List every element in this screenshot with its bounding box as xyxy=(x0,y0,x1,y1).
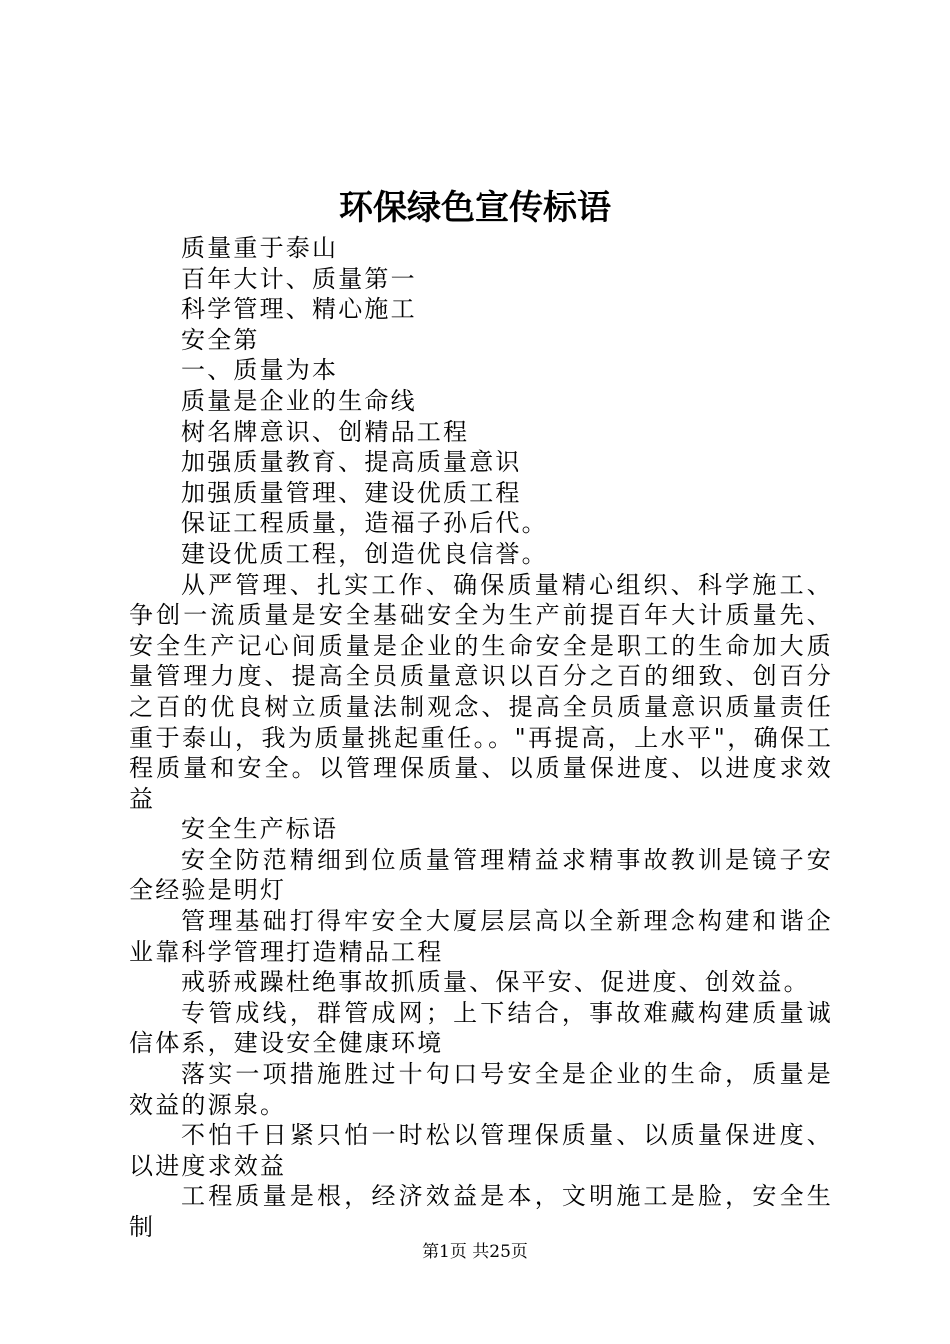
paragraph: 建设优质工程，创造优良信誉。 xyxy=(181,539,548,568)
paragraph: 安全生产标语 xyxy=(181,815,339,844)
paragraph: 安全第 xyxy=(181,325,260,354)
paragraph: 管理基础打得牢安全大厦层层高以全新理念构建和谐企业靠科学管理打造精品工程 xyxy=(129,907,833,966)
paragraph: 工程质量是根，经济效益是本，文明施工是脸，安全生制 xyxy=(129,1182,833,1241)
paragraph: 一、质量为本 xyxy=(181,356,339,385)
paragraph: 加强质量管理、建设优质工程 xyxy=(181,478,522,507)
paragraph: 保证工程质量，造福子孙后代。 xyxy=(181,509,548,538)
paragraph: 树名牌意识、创精品工程 xyxy=(181,417,470,446)
paragraph: 不怕千日紧只怕一时松以管理保质量、以质量保进度、以进度求效益 xyxy=(129,1121,833,1180)
paragraph: 落实一项措施胜过十句口号安全是企业的生命，质量是效益的源泉。 xyxy=(129,1060,833,1119)
document-title: 环保绿色宣传标语 xyxy=(339,188,611,228)
page-number-footer: 第1页 共25页 xyxy=(422,1242,528,1262)
paragraph: 安全防范精细到位质量管理精益求精事故教训是镜子安全经验是明灯 xyxy=(129,845,833,905)
paragraph: 质量是企业的生命线 xyxy=(181,386,417,415)
paragraph: 科学管理、精心施工 xyxy=(181,295,417,324)
paragraph: 百年大计、质量第一 xyxy=(181,264,417,293)
paragraph: 质量重于泰山 xyxy=(181,234,339,262)
document-body xyxy=(129,233,833,1243)
paragraph: 从严管理、扎实工作、确保质量精心组织、科学施工、争创一流质量是安全基础安全为生产前提百年大计质量先、安全生产记心间质量是企业的生命安全是职工的生命加大质量管理力度、提高全员质量意识以百分之百的细致、创百分之百的优良树立质量法制观念、提高全员质量意识质量责任重于泰山，我为质量挑起重任。。"再提高，上水平"，确保工程质量和安全。以管理保质量、以质量保进度、以进度求效益 xyxy=(129,570,833,813)
paragraph: 专管成线，群管成网；上下结合，事故难藏构建质量诚信体系，建设安全健康环境 xyxy=(129,998,833,1058)
paragraph: 戒骄戒躁杜绝事故抓质量、保平安、促进度、创效益。 xyxy=(181,968,810,997)
paragraph: 加强质量教育、提高质量意识 xyxy=(181,448,522,477)
